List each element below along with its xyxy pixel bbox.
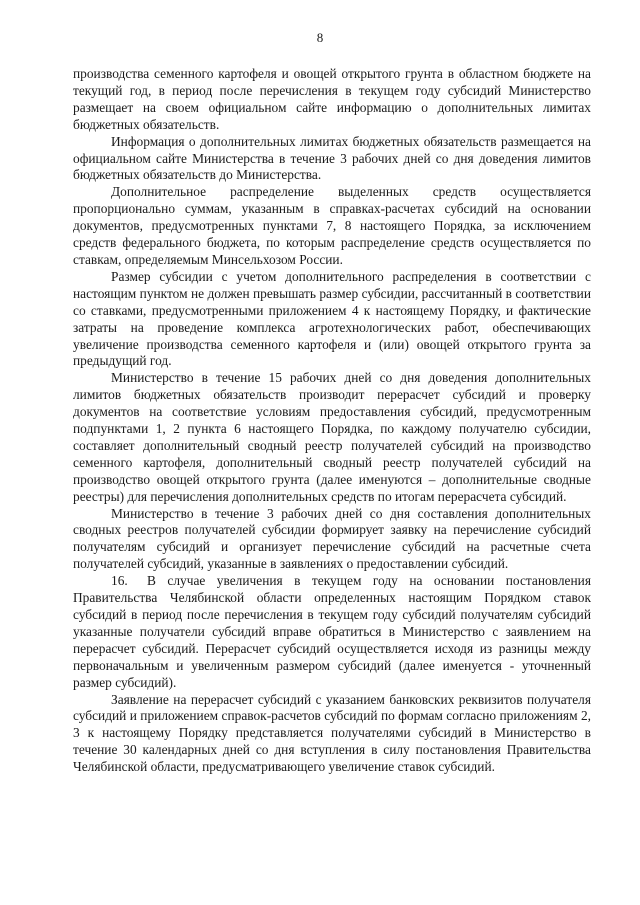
paragraph-distribution: Дополнительное распределение выделенных средств осуществляется пропорционально суммам, указанным в справках-расчетах субсидий на основании документов, предусмотренных пунктами 7, 8 настоящего Порядка, за исключением средств федерального бюджета, по которым распределение средств осуществляется по ставкам, определяемым Минсельхозом России. bbox=[73, 184, 591, 267]
item-16 bbox=[73, 573, 591, 691]
item-16-number: 16. bbox=[111, 573, 128, 589]
paragraph-recalculation: Министерство в течение 15 рабочих дней со дня доведения дополнительных лимитов бюджетных обязательств производит перерасчет субсидий и проверку документов на соответствие условиям предоставления субсидий, предусмотренным подпунктами 1, 2 пункта 6 настоящего Порядка, по каждому получателю субсидии, составляет дополнительный сводный реестр получателей субсидий на производство семенного картофеля, дополнительный сводный реестр получателей субсидий на производство овощей открытого грунта (далее именуются – дополнительные сводные реестры) для перечисления дополнительных средств по итогам перерасчета субсидий. bbox=[73, 370, 591, 504]
paragraph-application: Министерство в течение 3 рабочих дней со дня составления дополнительных сводных реестров получателей субсидии формирует заявку на перечисление субсидий получателям субсидий и организует перечисление субсидий на расчетные счета получателей субсидий, указанные в заявлениях о предоставлении субсидий. bbox=[73, 505, 591, 572]
paragraph-subsidy-size: Размер субсидии с учетом дополнительного распределения в соответствии с настоящим пунктом не должен превышать размер субсидии, рассчитанный в соответствии со ставками, предусмотренными приложением 4 к настоящему Порядку, и фактические затраты на проведение комплекса агротехнологических работ, обеспечивающих увеличение производства семенного картофеля и (или) овощей открытого грунта за предыдущий год. bbox=[73, 268, 591, 369]
paragraph-final: Заявление на перерасчет субсидий с указанием банковских реквизитов получателя субсидий и приложением справок-расчетов субсидий по формам согласно приложениям 2, 3 к настоящему Порядку представляется получателями субсидий в Министерство в течение 30 календарных дней со дня вступления в силу постановления Правительства Челябинской области, предусматривающего увеличение ставок субсидий. bbox=[73, 691, 591, 775]
item-16-text: В случае увеличения в текущем году на основании постановления Правительства Челябинской области определенных настоящим Порядком ставок субсидий в период после перечисления в текущем году субсидий получателям субсидий указанные получатели субсидий вправе обратиться в Министерство с заявлением на перерасчет субсидий. Перерасчет субсидий осуществляется исходя из разницы между первоначальным и увеличенным размером субсидий (далее именуется - уточненный размер субсидий). bbox=[73, 573, 591, 690]
page-number: 8 bbox=[316, 30, 324, 45]
document-body bbox=[73, 66, 591, 776]
paragraph-info-limits: Информация о дополнительных лимитах бюджетных обязательств размещается на официальном сайте Министерства в течение 3 рабочих дней со дня доведения лимитов бюджетных обязательств до Министерства. bbox=[73, 133, 591, 183]
paragraph-continuation: производства семенного картофеля и овощей открытого грунта в областном бюджете на текущий год, в период после перечисления в текущем году субсидий Министерство размещает на своем официальном сайте информацию о дополнительных лимитах бюджетных обязательств. bbox=[73, 66, 591, 132]
